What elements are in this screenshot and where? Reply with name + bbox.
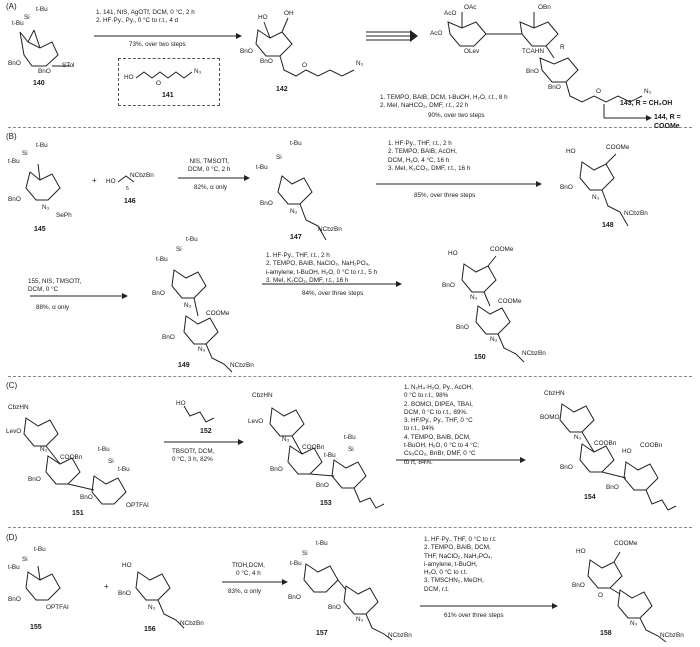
- atom-tbu: t-Bu: [98, 446, 110, 453]
- compound-154-label: 154: [584, 494, 596, 501]
- conditions-c1: TBSOTf, DCM, 0 °C, 3 h, 82%: [172, 448, 215, 464]
- atom-n3: N₃: [194, 68, 202, 75]
- atom-cbzhn: CbzHN: [252, 392, 273, 399]
- atom-n3: N₃: [592, 194, 600, 201]
- atom-bno: BnO: [270, 466, 283, 473]
- atom-bno: BnO: [572, 582, 585, 589]
- atom-ncbzbn: NCbzBn: [624, 210, 648, 217]
- compound-147-label: 147: [290, 234, 302, 241]
- atom-tbu: t-Bu: [186, 236, 198, 243]
- compound-157-label: 157: [316, 630, 328, 637]
- panel-label-d: (D): [6, 533, 18, 542]
- atom-si: Si: [22, 150, 28, 157]
- atom-r: R: [560, 44, 565, 51]
- atom-bno: BnO: [240, 48, 253, 55]
- atom-tbu: t-Bu: [290, 560, 302, 567]
- compound-158-label: 158: [600, 630, 612, 637]
- atom-ho: HO: [176, 400, 186, 407]
- atom-tbu: t-Bu: [8, 564, 20, 571]
- atom-ncbzbn: NCbzBn: [660, 632, 684, 639]
- yield-d2: 61% over three steps: [444, 612, 504, 619]
- atom-n3: N₃: [630, 620, 638, 627]
- atom-ncbzbn: NCbzBn: [230, 362, 254, 369]
- atom-ho: HO: [622, 448, 632, 455]
- atom-olev: OLev: [464, 48, 480, 55]
- compound-144-label: 144, R = COOMe: [654, 114, 681, 130]
- atom-si: Si: [348, 446, 354, 453]
- atom-bno: BnO: [162, 334, 175, 341]
- atom-n3: N₃: [42, 204, 50, 211]
- yield-b2: 85%, over three steps: [414, 192, 476, 199]
- yield-a1: 73%, over two steps: [129, 41, 186, 48]
- atom-o: O: [596, 88, 601, 95]
- compound-153-label: 153: [320, 500, 332, 507]
- atom-ho: HO: [258, 14, 268, 21]
- subscript-5: 5: [126, 186, 129, 192]
- atom-bno: BnO: [442, 282, 455, 289]
- atom-bno: BnO: [288, 594, 301, 601]
- atom-ho: HO: [122, 562, 132, 569]
- atom-bno: BnO: [118, 590, 131, 597]
- atom-ho: HO: [448, 250, 458, 257]
- atom-coome: COOMe: [498, 298, 522, 305]
- conditions-a1: 1. 141, NIS, AgOTf, DCM, 0 °C, 2 h 2. HF·Py., Py., 0 °C to r.t., 4 d: [96, 9, 195, 25]
- atom-tbu: t-Bu: [344, 434, 356, 441]
- atom-bno: BnO: [8, 196, 21, 203]
- atom-coome: COOMe: [614, 540, 638, 547]
- atom-si: Si: [176, 246, 182, 253]
- atom-oh: OH: [284, 10, 294, 17]
- atom-bno: BnO: [456, 324, 469, 331]
- conditions-b2: 1. HF·Py., THF, r.t., 2 h 2. TEMPO, BAIB, AcOH, DCM, H₂O, 4 °C, 16 h 3. MeI, K₂CO₃, DMF, r.t., 16 h: [388, 140, 471, 172]
- atom-optfai: OPTFAI: [126, 502, 149, 509]
- atom-coobn: COOBn: [302, 444, 325, 451]
- atom-n3: N₃: [356, 616, 364, 623]
- conditions-c2: 1. N₂H₄·H₂O, Py., AcOH, 0 °C to r.t., 98% 2. BOMCl, DIPEA, TBAI, DCM, 0 °C to r.t., 89%. 3. HF/Py., Py., THF, 0 °C to r.t., 94% 4. TEMPO, BAIB, DCM, t-BuOH, H₂O, 0 °C to 4 °C; Cs₂CO₃, BnBr, DMF, 0 °C to rt, 84%.: [404, 384, 480, 466]
- compound-148-label: 148: [602, 222, 614, 229]
- compound-140-label: 140: [33, 80, 45, 87]
- atom-n3: N₃: [184, 302, 192, 309]
- atom-coome: COOMe: [606, 144, 630, 151]
- atom-si: Si: [276, 154, 282, 161]
- atom-coobn: COOBn: [594, 440, 617, 447]
- yield-b3: 88%, α only: [36, 304, 70, 311]
- conditions-d1: TfOH,DCM, 0 °C, 4 h: [232, 562, 265, 578]
- compound-156-label: 156: [144, 626, 156, 633]
- compound-143-label: 143, R = CH₂OH: [620, 100, 673, 107]
- atom-bno: BnO: [316, 482, 329, 489]
- atom-levo: LevO: [248, 418, 264, 425]
- atom-bno: BnO: [560, 464, 573, 471]
- panel-label-b: (B): [6, 132, 17, 141]
- atom-tbu: t-Bu: [256, 164, 268, 171]
- conditions-b1: NIS, TMSOTf, DCM, 0 °C, 2 h: [188, 158, 231, 174]
- atom-tbu: t-Bu: [12, 20, 24, 27]
- atom-optfai: OPTFAI: [46, 604, 69, 611]
- atom-n3: N₃: [282, 436, 290, 443]
- compound-150-label: 150: [474, 354, 486, 361]
- atom-ncbzbn: NCbzBn: [318, 226, 342, 233]
- atom-ho: HO: [106, 178, 116, 185]
- atom-n3: N₃: [40, 446, 48, 453]
- yield-b4: 84%, over three steps: [302, 290, 364, 297]
- atom-o: O: [598, 592, 603, 599]
- atom-tcahn: TCAHN: [522, 48, 545, 55]
- atom-bno: BnO: [548, 84, 561, 91]
- conditions-d2: 1. HF·Py., THF, 0 °C to r.t. 2. TEMPO, BAIB, DCM, THF, NaClO₂, NaH₂PO₄, i-amylene, t-BuOH, H₂O, 0 °C to r.t. 3. TMSCHN₂, MeOH, DCM, r.t.: [424, 536, 497, 593]
- atom-bno: BnO: [260, 58, 273, 65]
- atom-si: Si: [108, 458, 114, 465]
- atom-tbu: t-Bu: [36, 142, 48, 149]
- atom-coobn: COOBn: [640, 442, 663, 449]
- atom-n3: N₃: [490, 336, 498, 343]
- compound-141-label: 141: [162, 92, 174, 99]
- atom-tbu: t-Bu: [34, 546, 46, 553]
- atom-ncbzbn: NCbzBn: [180, 620, 204, 627]
- plus-sign: +: [92, 176, 97, 185]
- conditions-b3: 155, NIS, TMSOTf, DCM, 0 °C: [28, 278, 82, 294]
- atom-tbu: t-Bu: [156, 256, 168, 263]
- atom-aco: AcO: [430, 30, 443, 37]
- yield-b1: 82%, α only: [194, 184, 228, 191]
- atom-coome: COOMe: [206, 310, 230, 317]
- atom-tbu: t-Bu: [316, 540, 328, 547]
- atom-bno: BnO: [560, 184, 573, 191]
- compound-149-label: 149: [178, 362, 190, 369]
- atom-tbu: t-Bu: [118, 466, 130, 473]
- compound-146-label: 146: [124, 198, 136, 205]
- atom-coobn: COOBn: [60, 454, 83, 461]
- atom-bomo: BOMO: [540, 414, 560, 421]
- atom-levo: LevO: [6, 428, 22, 435]
- conditions-a2: 1. TEMPO, BAIB, DCM, t-BuOH, H₂O, r.t., 8 h 2. MeI, NaHCO₃, DMF, r.t., 22 h: [380, 94, 508, 110]
- atom-bno: BnO: [606, 484, 619, 491]
- yield-a2: 90%, over two steps: [428, 112, 485, 119]
- atom-n3: N₃: [644, 88, 652, 95]
- atom-seph: SePh: [56, 212, 72, 219]
- compound-145-label: 145: [34, 226, 46, 233]
- atom-bno: BnO: [152, 290, 165, 297]
- atom-bno: BnO: [8, 596, 21, 603]
- atom-tbu: t-Bu: [8, 158, 20, 165]
- atom-n3: N₃: [148, 604, 156, 611]
- atom-bno: BnO: [8, 60, 21, 67]
- compound-142-label: 142: [276, 86, 288, 93]
- compound-152-label: 152: [200, 428, 212, 435]
- atom-oac: OAc: [464, 4, 477, 11]
- atom-o: O: [302, 62, 307, 69]
- atom-n3: N₃: [470, 294, 478, 301]
- atom-bno: BnO: [260, 200, 273, 207]
- atom-bno: BnO: [80, 494, 93, 501]
- atom-si: Si: [24, 14, 30, 21]
- atom-ho: HO: [576, 548, 586, 555]
- atom-tbu: t-Bu: [290, 140, 302, 147]
- atom-n3: N₃: [290, 208, 298, 215]
- atom-bno: BnO: [526, 68, 539, 75]
- compound-155-label: 155: [30, 624, 42, 631]
- atom-ncbzbn: NCbzBn: [388, 632, 412, 639]
- atom-aco: AcO: [444, 10, 457, 17]
- panel-label-a: (A): [6, 2, 17, 11]
- atom-obn: OBn: [538, 4, 551, 11]
- atom-tbu: t-Bu: [324, 452, 336, 459]
- atom-bno: BnO: [328, 604, 341, 611]
- yield-d1: 83%, α only: [228, 588, 262, 595]
- compound-151-label: 151: [72, 510, 84, 517]
- atom-o: O: [156, 80, 161, 87]
- atom-cbzhn: CbzHN: [8, 404, 29, 411]
- atom-ncbzbn: NCbzBn: [522, 350, 546, 357]
- atom-ho: HO: [124, 74, 134, 81]
- plus-sign: +: [104, 582, 109, 591]
- atom-bno: BnO: [28, 476, 41, 483]
- atom-coome: COOMe: [490, 246, 514, 253]
- atom-n3: N₃: [574, 434, 582, 441]
- atom-cbzhn: CbzHN: [544, 390, 565, 397]
- atom-n3: N₃: [198, 346, 206, 353]
- atom-bno: BnO: [38, 68, 51, 75]
- atom-ncbzbn: NCbzBn: [130, 172, 154, 179]
- conditions-b4: 1. HF·Py., THF, r.t., 2 h 2. TEMPO, BAIB, NaClO₂, NaH₂PO₄, i-amylene, t-BuOH, H₂O, 0 °C to r.t., 5 h 3. MeI, K₂CO₃, DMF, r.t., 16 h: [266, 252, 377, 284]
- atom-si: Si: [302, 550, 308, 557]
- atom-ho: HO: [566, 148, 576, 155]
- atom-tbu: t-Bu: [36, 6, 48, 13]
- atom-n3: N₃: [356, 60, 364, 67]
- atom-stol: STol: [62, 62, 75, 69]
- panel-label-c: (C): [6, 381, 18, 390]
- atom-si: Si: [22, 556, 28, 563]
